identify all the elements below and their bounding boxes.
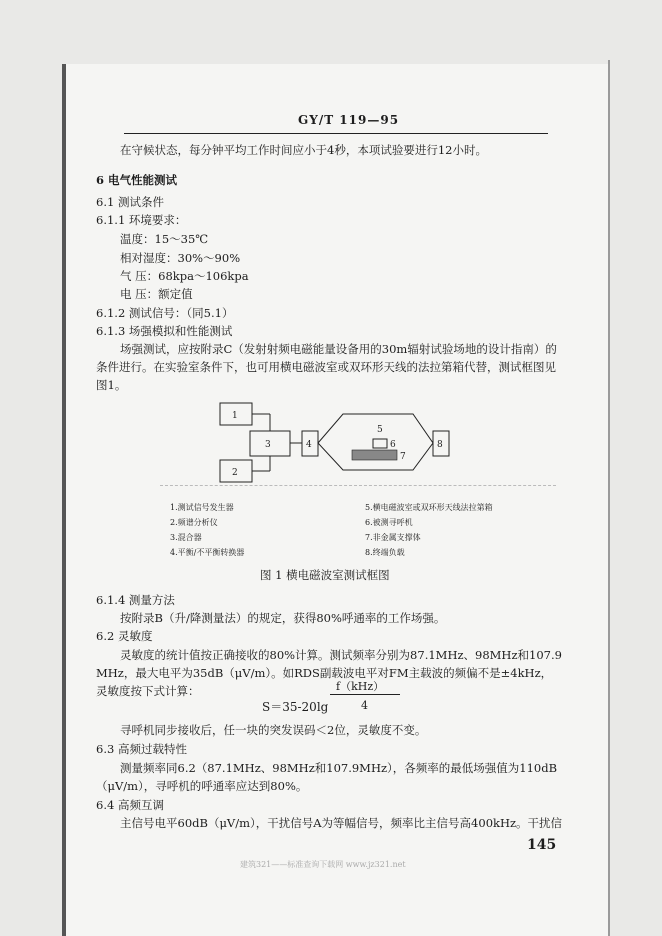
paragraph-standby: 在守候状态，每分钟平均工作时间应小于4秒，本项试验要进行12小时。 — [120, 143, 487, 157]
legend-item-2: 2.频谱分析仪 — [170, 518, 218, 527]
figure-caption: 图 1 横电磁波室测试框图 — [260, 568, 390, 582]
box-label-1: 1 — [232, 411, 238, 421]
paragraph-overload-2: （μV/m），寻呼机的呼通率应达到80%。 — [96, 779, 308, 793]
formula-fraction-bar — [330, 694, 400, 695]
box-label-5: 5 — [377, 425, 383, 435]
legend-item-1: 1.测试信号发生器 — [170, 503, 234, 512]
box-label-3: 3 — [265, 440, 271, 450]
paragraph-sensitivity-1: 灵敏度的统计值按正确接收的80%计算。测试频率分别为87.1MHz、98MHz和107.9 — [120, 648, 562, 662]
block-diagram — [205, 398, 455, 488]
section-6-1-1-heading: 6.1.1 环境要求： — [96, 213, 187, 227]
page-left-edge — [62, 64, 66, 936]
section-6-1-2-heading: 6.1.2 测试信号：（同5.1） — [96, 306, 234, 320]
section-6-1-heading: 6.1 测试条件 — [96, 195, 164, 209]
box-label-4: 4 — [306, 440, 312, 450]
paragraph-field-test-3: 图1。 — [96, 378, 127, 392]
formula-denominator: 4 — [361, 699, 368, 712]
legend-item-3: 3.混合器 — [170, 533, 202, 542]
paragraph-sync: 寻呼机同步接收后，任一块的突发误码＜2位，灵敏度不变。 — [120, 723, 427, 737]
legend-item-8: 8.终端负载 — [365, 548, 405, 557]
paragraph-measurement: 按附录B（升/降测量法）的规定，获得80%呼通率的工作场强。 — [120, 611, 446, 625]
legend-item-7: 7.非金属支撑体 — [365, 533, 421, 542]
section-6-1-4-heading: 6.1.4 测量方法 — [96, 593, 175, 607]
page-right-edge — [608, 60, 610, 936]
legend-item-6: 6.被测寻呼机 — [365, 518, 413, 527]
paragraph-field-test-1: 场强测试，应按附录C（发射射频电磁能量设备用的30m辐射试验场地的设计指南）的 — [120, 342, 557, 356]
voltage-line: 电 压：额定值 — [120, 287, 193, 301]
humidity-line: 相对湿度：30%～90% — [120, 251, 241, 265]
legend-item-5: 5.横电磁波室或双环形天线法拉第箱 — [365, 503, 493, 512]
header-rule — [124, 133, 548, 134]
paragraph-intermod: 主信号电平60dB（μV/m），干扰信号A为等幅信号，频率比主信号高400kHz。干扰信 — [120, 816, 563, 830]
watermark: 建筑321——标准查询下载网 www.jz321.net — [240, 860, 406, 869]
paragraph-sensitivity-3: 灵敏度按下式计算： — [96, 684, 200, 698]
page-number: 145 — [527, 837, 557, 853]
section-6-2-heading: 6.2 灵敏度 — [96, 629, 153, 643]
paragraph-sensitivity-2: MHz，最大电平为35dB（μV/m）。如RDS副载波电平对FM主载波的频偏不是±4kHz， — [96, 666, 553, 680]
formula-lhs: S＝35-20lg — [262, 700, 329, 714]
paragraph-field-test-2: 条件进行。在实验室条件下，也可用横电磁波室或双环形天线的法拉第箱代替，测试框图见 — [96, 360, 556, 374]
formula-numerator: f（kHz） — [336, 680, 385, 693]
legend-item-4: 4.平衡/不平衡转换器 — [170, 548, 245, 557]
box-label-7: 7 — [400, 452, 406, 462]
paragraph-overload-1: 测量频率同6.2（87.1MHz、98MHz和107.9MHz），各频率的最低场强值为110dB — [120, 761, 558, 775]
section-6-3-heading: 6.3 高频过载特性 — [96, 742, 187, 756]
section-6-4-heading: 6.4 高频互调 — [96, 798, 164, 812]
temperature-line: 温度：15～35℃ — [120, 232, 209, 246]
box-label-2: 2 — [232, 468, 238, 478]
section-6-heading: 6 电气性能测试 — [96, 173, 178, 187]
box-label-8: 8 — [437, 440, 443, 450]
pressure-line: 气 压：68kpa～106kpa — [120, 269, 249, 283]
section-6-1-3-heading: 6.1.3 场强模拟和性能测试 — [96, 324, 233, 338]
box-label-6: 6 — [390, 440, 396, 450]
standard-header: GY/T 119—95 — [298, 113, 400, 127]
